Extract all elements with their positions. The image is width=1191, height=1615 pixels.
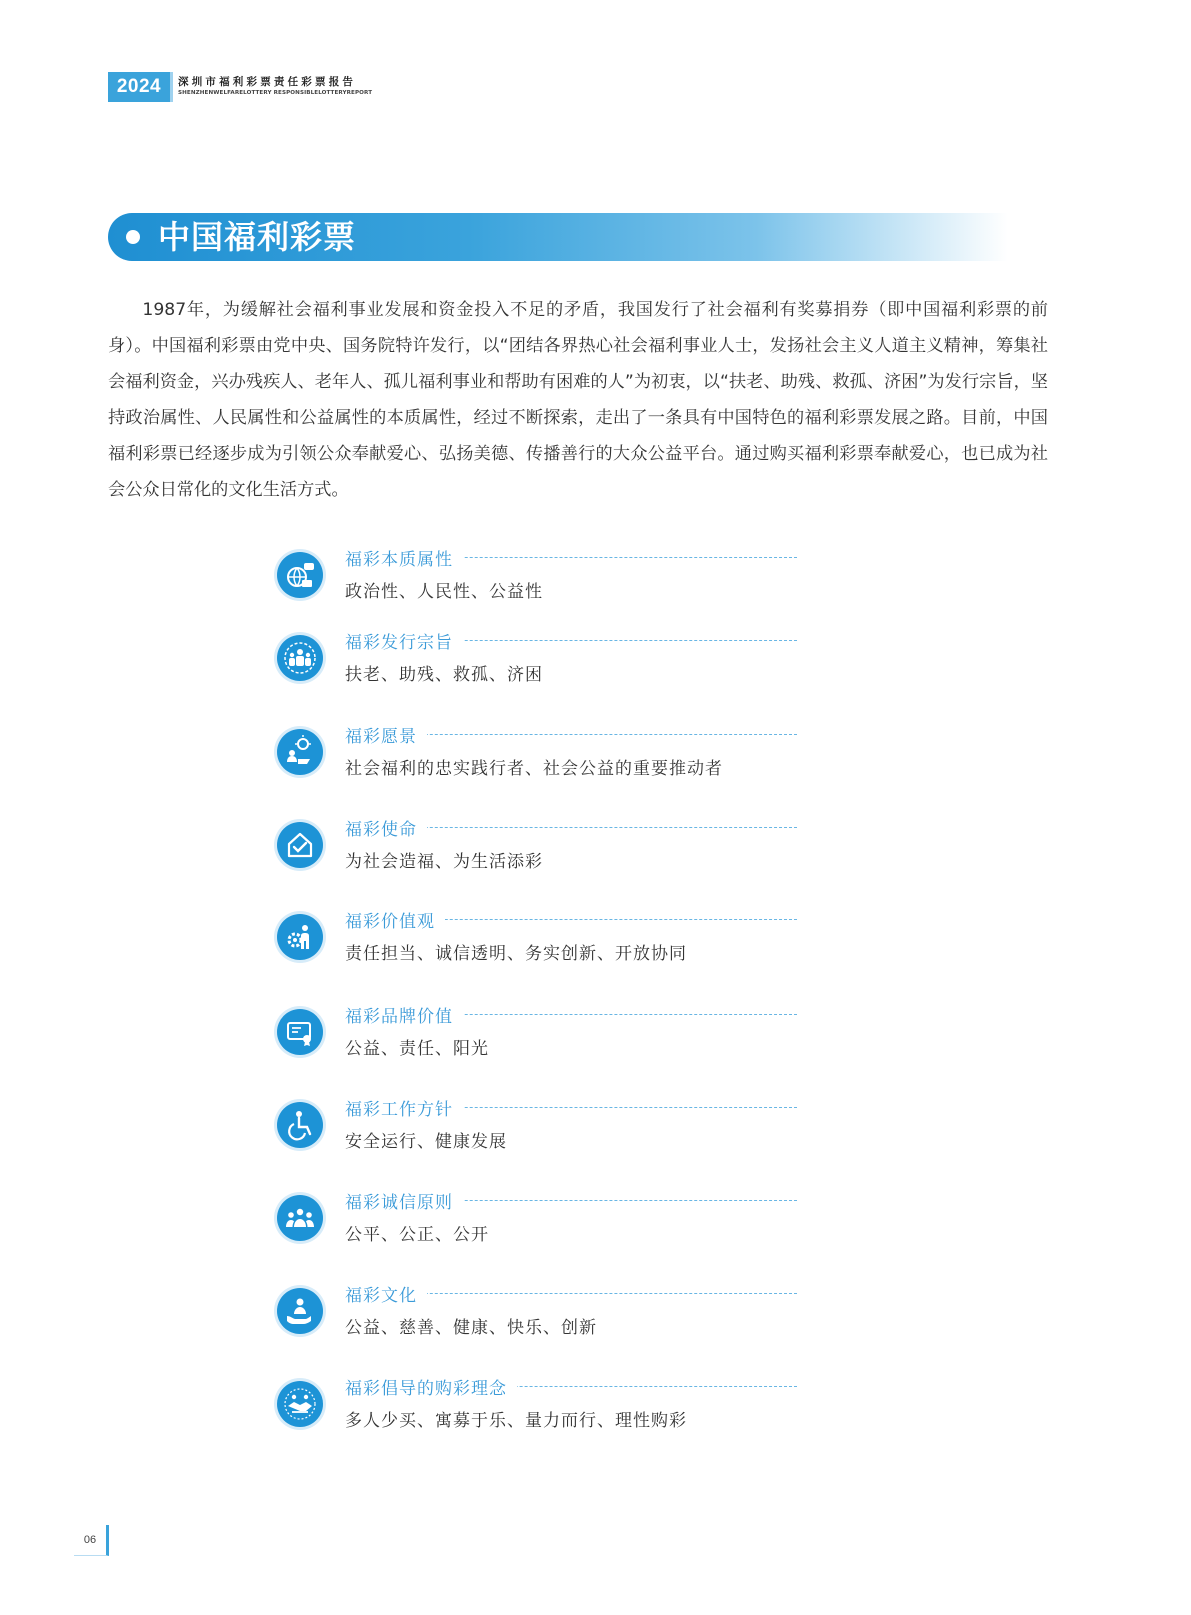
list-item: [277, 1188, 797, 1258]
people-group-icon: [277, 635, 323, 681]
intro-paragraph: 1987年，为缓解社会福利事业发展和资金投入不足的矛盾，我国发行了社会福利有奖募捐券（即中国福利彩票的前身）。中国福利彩票由党中央、国务院特许发行，以“团结各界热心社会福利事业人士，发扬社会主义人道主义精神，筹集社会福利资金，兴办残疾人、老年人、孤儿福利事业和帮助有困难的人”为初衷，以“扶老、助残、救孤、济困”为发行宗旨，坚持政治属性、人民属性和公益属性的本质属性，经过不断探索，走出了一条具有中国特色的福利彩票发展之路。目前，中国福利彩票已经逐步成为引领公众奉献爱心、弘扬美德、传播善行的大众公益平台。通过购买福利彩票奉献爱心，也已成为社会公众日常化的文化生活方式。: [108, 300, 1048, 500]
header-year: 2024: [108, 72, 170, 102]
wheelchair-icon: [277, 1102, 323, 1148]
item-value: 扶老、助残、救孤、济困: [345, 665, 543, 685]
three-people-icon: [277, 1195, 323, 1241]
list-item: [277, 1281, 797, 1351]
list-item: [277, 1002, 797, 1072]
item-value: 责任担当、诚信透明、务实创新、开放协同: [345, 944, 687, 964]
handshake-icon: [277, 1381, 323, 1427]
section-title: 中国福利彩票: [158, 218, 357, 256]
item-title: 福彩本质属性: [345, 545, 463, 570]
idea-people-icon: [277, 729, 323, 775]
page-number: 06: [74, 1525, 109, 1556]
item-title: 福彩诚信原则: [345, 1188, 463, 1213]
item-value: 多人少买、寓募于乐、量力而行、理性购彩: [345, 1411, 687, 1431]
list-item: [277, 815, 797, 885]
item-value: 公益、责任、阳光: [345, 1039, 489, 1059]
item-title: 福彩发行宗旨: [345, 628, 463, 653]
item-value: 社会福利的忠实践行者、社会公益的重要推动者: [345, 759, 723, 779]
item-title: 福彩使命: [345, 815, 427, 840]
hand-person-icon: [277, 1288, 323, 1334]
item-value: 为社会造福、为生活添彩: [345, 852, 543, 872]
list-item: [277, 545, 797, 615]
attribute-list: [277, 0, 797, 1615]
header-divider: [170, 72, 173, 102]
header-subtitle: SHENZHENWELFARELOTTERY RESPONSIBLELOTTERYREPORT: [178, 90, 373, 96]
item-value: 安全运行、健康发展: [345, 1132, 507, 1152]
list-item: [277, 1095, 797, 1165]
list-item: [277, 628, 797, 698]
item-value: 公平、公正、公开: [345, 1225, 489, 1245]
list-item: [277, 722, 797, 792]
list-item: [277, 1374, 797, 1444]
gear-person-icon: [277, 914, 323, 960]
item-title: 福彩品牌价值: [345, 1002, 463, 1027]
item-title: 福彩工作方针: [345, 1095, 463, 1120]
item-title: 福彩愿景: [345, 722, 427, 747]
item-value: 政治性、人民性、公益性: [345, 582, 543, 602]
home-check-icon: [277, 822, 323, 868]
item-title: 福彩价值观: [345, 907, 445, 932]
globe-chat-icon: [277, 552, 323, 598]
header-title: 深圳市福利彩票责任彩票报告: [178, 76, 357, 88]
list-item: [277, 907, 797, 977]
item-title: 福彩文化: [345, 1281, 427, 1306]
banner-dot: [126, 230, 140, 244]
certificate-icon: [277, 1009, 323, 1055]
item-title: 福彩倡导的购彩理念: [345, 1374, 517, 1399]
item-value: 公益、慈善、健康、快乐、创新: [345, 1318, 597, 1338]
